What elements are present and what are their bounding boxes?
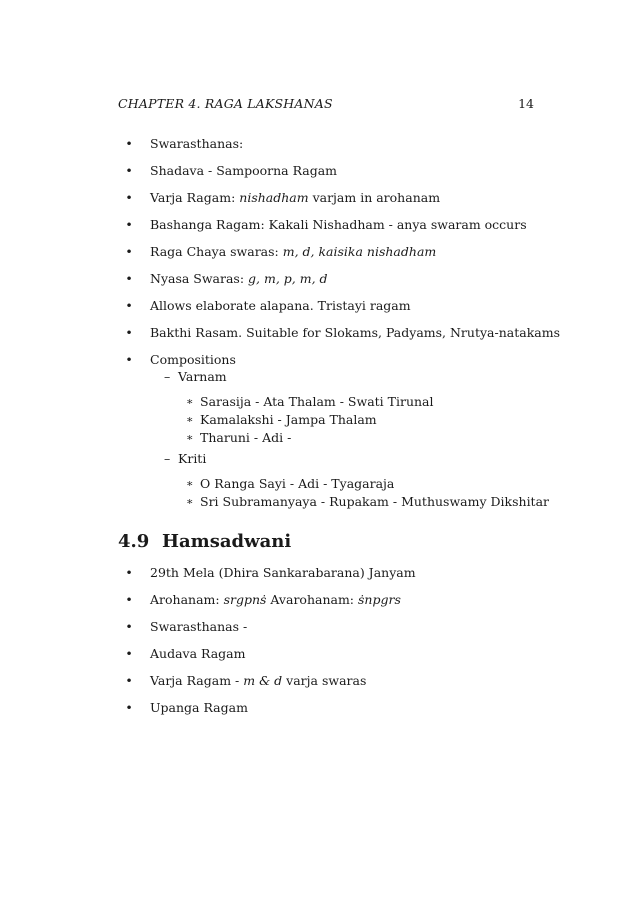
page-header <box>118 96 534 111</box>
section-title: Hamsadwani <box>162 531 292 552</box>
section-heading <box>118 531 291 552</box>
section-number: 4.9 <box>118 531 150 552</box>
page-number: 14 <box>518 96 534 111</box>
chapter-title: CHAPTER 4. RAGA LAKSHANAS <box>118 96 333 111</box>
